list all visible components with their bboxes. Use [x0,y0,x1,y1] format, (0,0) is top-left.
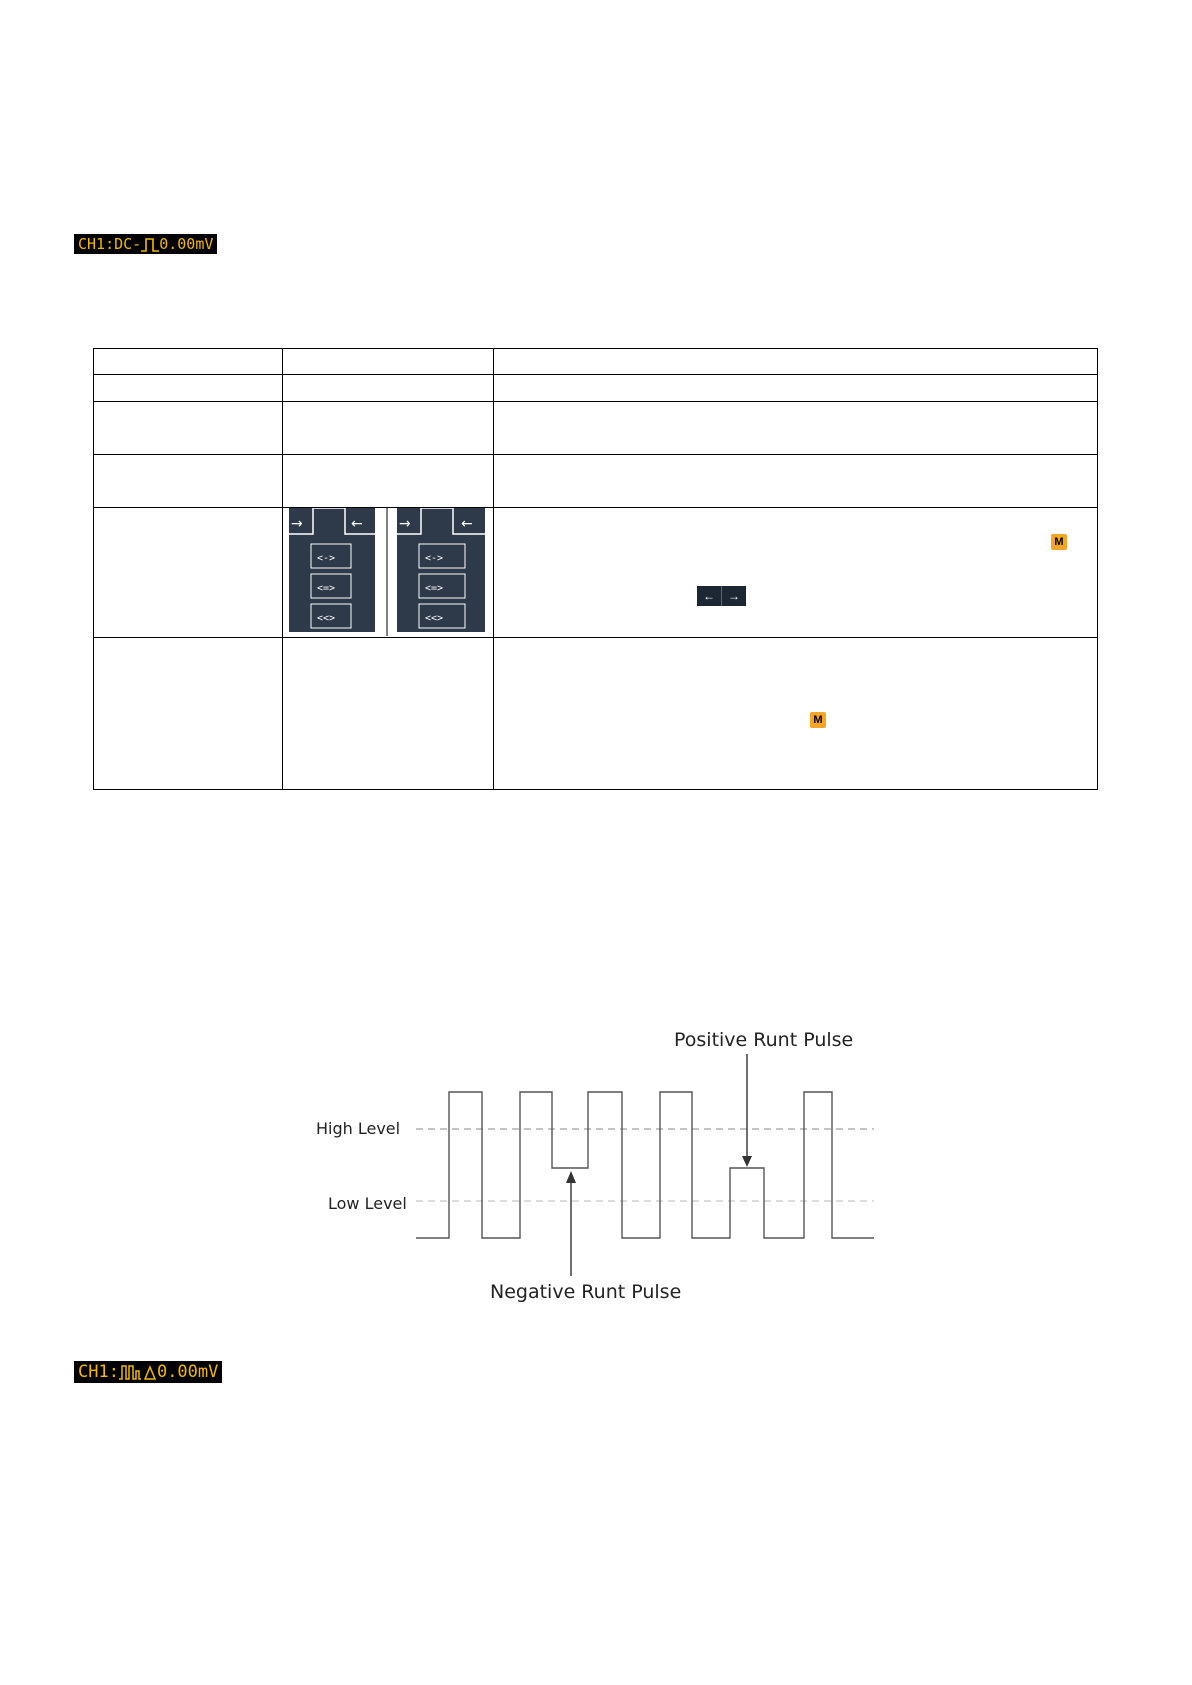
table-cell [494,508,1098,638]
svg-text:<<>: <<> [425,613,444,624]
table-cell [494,349,1098,375]
positive-runt-label: Positive Runt Pulse [674,1029,854,1051]
runt-pulse-diagram [316,1026,896,1316]
table-cell [283,402,494,455]
channel-status-badge [74,1361,222,1383]
table-row [94,402,1098,455]
table-row [94,638,1098,790]
m-key-icon: M [810,712,826,728]
table-row [94,375,1098,402]
table-row [94,455,1098,508]
table-cell [283,375,494,402]
arrow-down-icon [742,1156,752,1167]
svg-text:→: → [291,516,303,532]
arrow-up-icon [566,1171,576,1183]
table-cell [494,375,1098,402]
trigger-settings-table [93,348,1098,790]
positive-pulse-icon [141,237,159,253]
pulse-waveform [416,1092,874,1238]
table-cell [494,455,1098,508]
table-cell [94,402,283,455]
svg-text:→: → [399,516,411,532]
high-level-label: High Level [316,1119,401,1138]
low-level-label: Low Level [328,1194,407,1213]
badge-level-value: 0.00mV [159,235,214,253]
svg-text:<->: <-> [425,553,444,564]
negative-runt-label: Negative Runt Pulse [490,1281,682,1303]
m-key-icon: M [1051,534,1067,550]
svg-text:<->: <-> [317,553,336,564]
svg-text:<=>: <=> [425,583,444,594]
table-row [94,349,1098,375]
table-cell [494,402,1098,455]
badge-level-value: 0.00mV [156,1362,219,1382]
left-arrow-icon: ← [703,589,715,603]
channel-status-badge [74,234,217,254]
table-row [94,508,1098,638]
table-cell [94,375,283,402]
table-cell [283,638,494,790]
width-condition-icon-set-negative [397,508,485,632]
table-cell [94,638,283,790]
svg-text:<=>: <=> [317,583,336,594]
right-arrow-icon: → [721,586,746,606]
table-cell [283,349,494,375]
table-cell [283,455,494,508]
arrow-keys-icon [697,586,746,606]
table-cell [94,349,283,375]
width-condition-icon-set-positive [289,508,375,632]
svg-text:<<>: <<> [317,613,336,624]
svg-text:←: ← [351,516,363,532]
table-cell [494,638,1098,790]
table-cell [94,455,283,508]
runt-pulse-icon [119,1363,157,1381]
table-cell [94,508,283,638]
badge-channel-label: CH1:DC- [78,235,142,253]
condition-icons-cell [283,508,494,638]
pulse-width-condition-icons [283,508,494,636]
svg-text:←: ← [461,516,473,532]
badge-channel-label: CH1: [78,1362,119,1382]
